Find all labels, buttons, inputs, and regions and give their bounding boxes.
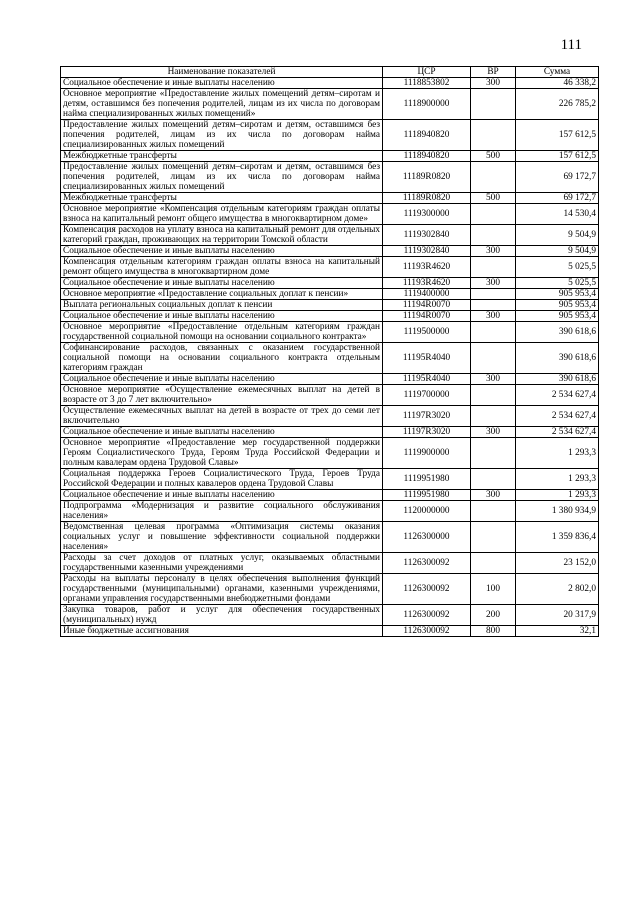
cell-name: Компенсация отдельным категориям граждан оплаты взноса на капитальный ремонт общего имущества в многоквартирном доме	[61, 257, 383, 278]
cell-vr: 100	[471, 574, 516, 605]
cell-name: Основное мероприятие «Компенсация отдельным категориям граждан оплаты взноса на капитальный ремонт общего имущества в многоквартирном доме»	[61, 204, 383, 225]
cell-csr: 1119400000	[383, 289, 471, 300]
table-row	[61, 343, 599, 374]
cell-csr: 1119300000	[383, 204, 471, 225]
cell-csr: 11194R0070	[383, 311, 471, 322]
cell-csr: 1118940820	[383, 151, 471, 162]
cell-sum: 157 612,5	[516, 120, 599, 151]
cell-sum: 1 380 934,9	[516, 501, 599, 522]
table-row	[61, 225, 599, 246]
cell-name: Предоставление жилых помещений детям–сиротам и детям, оставшимся без попечения родителей, лицам из их числа по договорам найма специализированных жилых помещений	[61, 162, 383, 193]
cell-name: Основное мероприятие «Предоставление мер государственной поддержки Героям Социалистического Труда, Героям Труда Российской Федерации и полным кавалерам ордена Трудовой Славы»	[61, 438, 383, 469]
cell-name: Социальное обеспечение и иные выплаты населению	[61, 311, 383, 322]
cell-vr: 300	[471, 490, 516, 501]
cell-vr	[471, 406, 516, 427]
cell-csr: 11197R3020	[383, 427, 471, 438]
cell-csr: 11197R3020	[383, 406, 471, 427]
table-row	[61, 311, 599, 322]
budget-table	[60, 66, 599, 637]
cell-sum: 69 172,7	[516, 162, 599, 193]
cell-csr: 1126300092	[383, 574, 471, 605]
table-row	[61, 574, 599, 605]
cell-sum: 1 293,3	[516, 469, 599, 490]
cell-vr: 500	[471, 151, 516, 162]
cell-name: Закупка товаров, работ и услуг для обеспечения государственных (муниципальных) нужд	[61, 605, 383, 626]
page-number: 111	[560, 37, 582, 53]
cell-sum: 1 293,3	[516, 438, 599, 469]
cell-sum: 390 618,6	[516, 343, 599, 374]
cell-name: Софинансирование расходов, связанных с оказанием государственной социальной помощи на основании социального контракта отдельным категориям граждан	[61, 343, 383, 374]
cell-name: Социальное обеспечение и иные выплаты населению	[61, 246, 383, 257]
table-row	[61, 278, 599, 289]
cell-name: Социальное обеспечение и иные выплаты населению	[61, 278, 383, 289]
cell-sum: 69 172,7	[516, 193, 599, 204]
cell-sum: 905 953,4	[516, 300, 599, 311]
cell-vr	[471, 89, 516, 120]
cell-name: Социальное обеспечение и иные выплаты населению	[61, 374, 383, 385]
table-row	[61, 246, 599, 257]
table-row	[61, 553, 599, 574]
table-row	[61, 204, 599, 225]
table-row	[61, 374, 599, 385]
table-row	[61, 257, 599, 278]
table-row	[61, 193, 599, 204]
cell-csr: 11195R4040	[383, 374, 471, 385]
cell-name: Иные бюджетные ассигнования	[61, 626, 383, 637]
table-row	[61, 427, 599, 438]
cell-csr: 1119951980	[383, 490, 471, 501]
cell-sum: 9 504,9	[516, 225, 599, 246]
cell-vr	[471, 553, 516, 574]
cell-sum: 905 953,4	[516, 311, 599, 322]
cell-sum: 157 612,5	[516, 151, 599, 162]
cell-csr: 11193R4620	[383, 278, 471, 289]
cell-sum: 5 025,5	[516, 257, 599, 278]
cell-name: Предоставление жилых помещений детям–сиротам и детям, оставшимся без попечения родителей, лицам из их числа по договорам найма специализированных жилых помещений	[61, 120, 383, 151]
cell-csr: 1118853802	[383, 78, 471, 89]
table-row	[61, 78, 599, 89]
cell-csr: 1119302840	[383, 225, 471, 246]
table-row	[61, 626, 599, 637]
cell-sum: 14 530,4	[516, 204, 599, 225]
cell-vr: 500	[471, 193, 516, 204]
cell-vr	[471, 469, 516, 490]
cell-vr	[471, 438, 516, 469]
table-row	[61, 522, 599, 553]
cell-name: Расходы за счет доходов от платных услуг, оказываемых областными государственными казенными учреждениями	[61, 553, 383, 574]
table-row	[61, 89, 599, 120]
table-row	[61, 385, 599, 406]
table-row	[61, 438, 599, 469]
cell-csr: 1118940820	[383, 120, 471, 151]
cell-name: Компенсация расходов на уплату взноса на капитальный ремонт для отдельных категорий граждан, проживающих на территории Томской области	[61, 225, 383, 246]
cell-csr: 1126300000	[383, 522, 471, 553]
table-row	[61, 322, 599, 343]
cell-vr: 300	[471, 246, 516, 257]
cell-sum: 1 359 836,4	[516, 522, 599, 553]
table-row	[61, 605, 599, 626]
table-row	[61, 469, 599, 490]
cell-name: Социальное обеспечение и иные выплаты населению	[61, 78, 383, 89]
cell-csr: 1126300092	[383, 605, 471, 626]
cell-sum: 390 618,6	[516, 374, 599, 385]
cell-vr: 200	[471, 605, 516, 626]
cell-csr: 1120000000	[383, 501, 471, 522]
cell-csr: 1119951980	[383, 469, 471, 490]
cell-sum: 46 338,2	[516, 78, 599, 89]
cell-csr: 1126300092	[383, 553, 471, 574]
cell-sum: 2 534 627,4	[516, 427, 599, 438]
header-csr: ЦСР	[383, 67, 471, 78]
cell-sum: 1 293,3	[516, 490, 599, 501]
cell-vr	[471, 162, 516, 193]
table-row	[61, 300, 599, 311]
cell-vr	[471, 385, 516, 406]
cell-vr: 800	[471, 626, 516, 637]
table-row	[61, 289, 599, 300]
cell-vr	[471, 225, 516, 246]
table-row	[61, 162, 599, 193]
cell-sum: 9 504,9	[516, 246, 599, 257]
cell-vr: 300	[471, 311, 516, 322]
cell-sum: 23 152,0	[516, 553, 599, 574]
cell-name: Ведомственная целевая программа «Оптимизация системы оказания социальных услуг и повышение эффективности социальной поддержки населения»	[61, 522, 383, 553]
cell-sum: 905 953,4	[516, 289, 599, 300]
cell-sum: 226 785,2	[516, 89, 599, 120]
cell-name: Подпрограмма «Модернизация и развитие социального обслуживания населения»	[61, 501, 383, 522]
cell-csr: 1119700000	[383, 385, 471, 406]
cell-sum: 32,1	[516, 626, 599, 637]
cell-csr: 1126300092	[383, 626, 471, 637]
table-row	[61, 501, 599, 522]
cell-sum: 390 618,6	[516, 322, 599, 343]
cell-csr: 1119900000	[383, 438, 471, 469]
cell-name: Социальное обеспечение и иные выплаты населению	[61, 490, 383, 501]
cell-csr: 1119500000	[383, 322, 471, 343]
cell-name: Основное мероприятие «Осуществление ежемесячных выплат на детей в возрасте от 3 до 7 лет включительно»	[61, 385, 383, 406]
cell-name: Выплата региональных социальных доплат к пенсии	[61, 300, 383, 311]
cell-vr: 300	[471, 78, 516, 89]
cell-vr: 300	[471, 427, 516, 438]
table-row	[61, 406, 599, 427]
cell-vr	[471, 501, 516, 522]
cell-csr: 11195R4040	[383, 343, 471, 374]
cell-csr: 11194R0070	[383, 300, 471, 311]
cell-sum: 2 534 627,4	[516, 406, 599, 427]
table-row	[61, 490, 599, 501]
table-row	[61, 120, 599, 151]
cell-name: Социальное обеспечение и иные выплаты населению	[61, 427, 383, 438]
cell-csr: 11189R0820	[383, 193, 471, 204]
cell-csr: 1119302840	[383, 246, 471, 257]
header-sum: Сумма	[516, 67, 599, 78]
cell-sum: 5 025,5	[516, 278, 599, 289]
header-name: Наименование показателей	[61, 67, 383, 78]
cell-name: Основное мероприятие «Предоставление жилых помещений детям–сиротам и детям, оставшимся без попечения родителей, лицам из их числа по договорам найма специализированных жилых помещений»	[61, 89, 383, 120]
cell-vr	[471, 322, 516, 343]
cell-name: Расходы на выплаты персоналу в целях обеспечения выполнения функций государственными (муниципальными) органами, казенными учреждениями, органами управления государственными внебюджетными фондами	[61, 574, 383, 605]
cell-csr: 11193R4620	[383, 257, 471, 278]
table-header-row	[61, 67, 599, 78]
cell-vr	[471, 300, 516, 311]
cell-vr	[471, 289, 516, 300]
cell-csr: 1118900000	[383, 89, 471, 120]
cell-vr: 300	[471, 374, 516, 385]
cell-vr: 300	[471, 278, 516, 289]
cell-sum: 20 317,9	[516, 605, 599, 626]
cell-vr	[471, 257, 516, 278]
header-vr: ВР	[471, 67, 516, 78]
cell-vr	[471, 204, 516, 225]
cell-vr	[471, 522, 516, 553]
table-row	[61, 151, 599, 162]
cell-name: Социальная поддержка Героев Социалистического Труда, Героев Труда Российской Федерации и полных кавалеров ордена Трудовой Славы	[61, 469, 383, 490]
cell-vr	[471, 120, 516, 151]
cell-name: Межбюджетные трансферты	[61, 151, 383, 162]
cell-name: Основное мероприятие «Предоставление отдельным категориям граждан государственной социальной помощи на основании социального контракта»	[61, 322, 383, 343]
cell-name: Основное мероприятие «Предоставление социальных доплат к пенсии»	[61, 289, 383, 300]
cell-sum: 2 802,0	[516, 574, 599, 605]
cell-csr: 11189R0820	[383, 162, 471, 193]
cell-sum: 2 534 627,4	[516, 385, 599, 406]
cell-vr	[471, 343, 516, 374]
cell-name: Межбюджетные трансферты	[61, 193, 383, 204]
cell-name: Осуществление ежемесячных выплат на детей в возрасте от трех до семи лет включительно	[61, 406, 383, 427]
